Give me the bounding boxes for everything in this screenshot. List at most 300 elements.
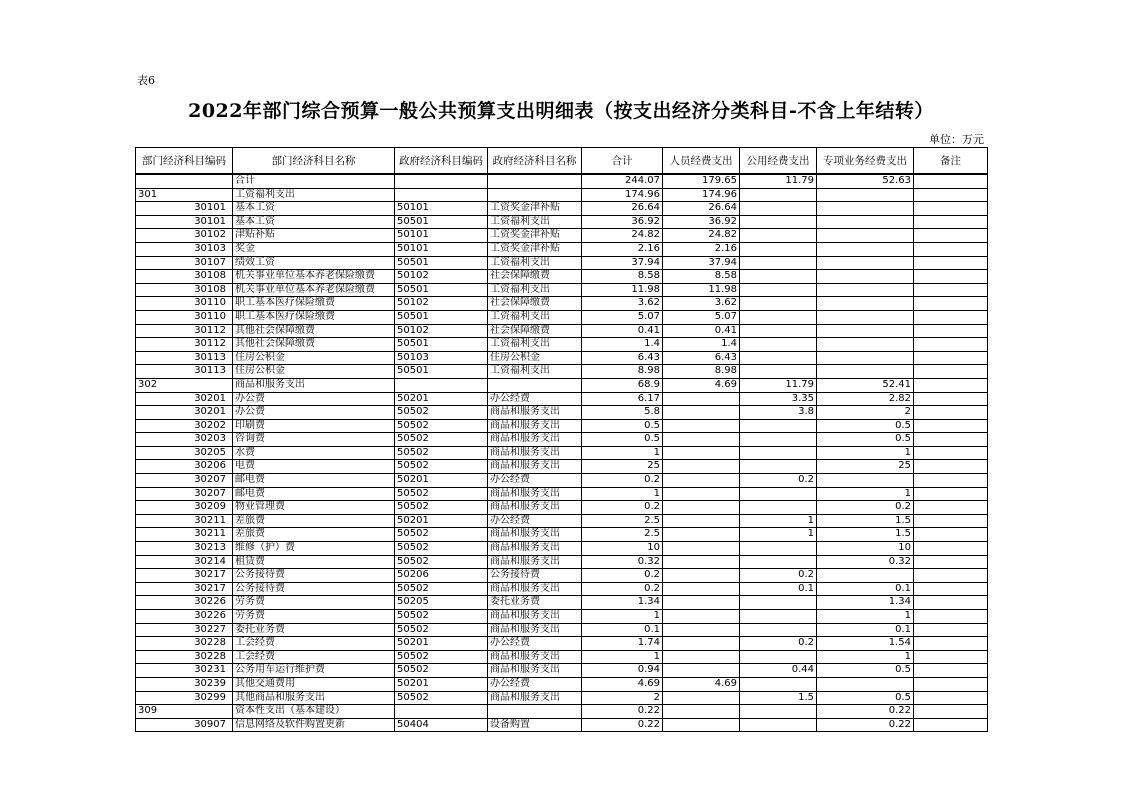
public-cell — [740, 188, 817, 202]
special-cell: 0.2 — [817, 501, 914, 515]
dept-name-cell: 住房公积金 — [233, 351, 395, 365]
dept-code-cell: 30201 — [136, 406, 233, 420]
dept-name-cell: 信息网络及软件购置更新 — [233, 718, 395, 732]
dept-name-cell: 邮电费 — [233, 474, 395, 488]
total-cell: 25 — [582, 460, 663, 474]
public-cell — [740, 283, 817, 297]
special-cell — [817, 324, 914, 338]
public-cell — [740, 242, 817, 256]
remarks-cell — [914, 637, 988, 651]
public-cell: 11.79 — [740, 174, 817, 188]
remarks-cell — [914, 487, 988, 501]
table-row — [136, 365, 988, 379]
gov-code-cell: 50206 — [395, 569, 488, 583]
gov-name-cell: 工资奖金津补贴 — [488, 229, 582, 243]
table-row — [136, 215, 988, 229]
total-cell: 3.62 — [582, 297, 663, 311]
gov-code-cell: 50201 — [395, 677, 488, 691]
dept-name-cell: 办公费 — [233, 406, 395, 420]
total-cell: 174.96 — [582, 188, 663, 202]
gov-name-cell: 工资福利支出 — [488, 283, 582, 297]
gov-name-cell: 社会保障缴费 — [488, 297, 582, 311]
col-header-gov-name: 政府经济科目名称 — [488, 148, 582, 175]
total-cell: 2 — [582, 691, 663, 705]
special-cell: 10 — [817, 542, 914, 556]
dept-code-cell: 30110 — [136, 297, 233, 311]
table-row — [136, 229, 988, 243]
gov-code-cell: 50101 — [395, 229, 488, 243]
gov-name-cell: 工资福利支出 — [488, 365, 582, 379]
total-cell: 10 — [582, 542, 663, 556]
public-cell — [740, 297, 817, 311]
gov-code-cell: 50501 — [395, 365, 488, 379]
gov-code-cell: 50502 — [395, 501, 488, 515]
page-title: 2022年部门综合预算一般公共预算支出明细表（按支出经济分类科目-不含上年结转） — [188, 100, 934, 122]
dept-code-cell: 30207 — [136, 487, 233, 501]
special-cell: 2 — [817, 406, 914, 420]
total-cell: 0.2 — [582, 501, 663, 515]
special-cell — [817, 351, 914, 365]
gov-code-cell: 50502 — [395, 542, 488, 556]
table-row — [136, 256, 988, 270]
remarks-cell — [914, 569, 988, 583]
total-cell: 1.74 — [582, 637, 663, 651]
table-row — [136, 242, 988, 256]
dept-code-cell: 30113 — [136, 365, 233, 379]
gov-code-cell — [395, 705, 488, 719]
gov-name-cell: 办公经费 — [488, 637, 582, 651]
public-cell — [740, 596, 817, 610]
dept-code-cell: 30112 — [136, 324, 233, 338]
dept-name-cell: 机关事业单位基本养老保险缴费 — [233, 270, 395, 284]
dept-name-cell: 咨询费 — [233, 433, 395, 447]
table-row — [136, 596, 988, 610]
special-cell: 2.82 — [817, 392, 914, 406]
special-cell — [817, 242, 914, 256]
dept-name-cell: 住房公积金 — [233, 365, 395, 379]
dept-code-cell: 30226 — [136, 610, 233, 624]
gov-name-cell: 工资奖金津补贴 — [488, 242, 582, 256]
remarks-cell — [914, 324, 988, 338]
gov-name-cell: 社会保障缴费 — [488, 324, 582, 338]
special-cell: 52.63 — [817, 174, 914, 188]
col-header-personnel: 人员经费支出 — [663, 148, 740, 175]
total-cell: 68.9 — [582, 378, 663, 392]
gov-name-cell — [488, 378, 582, 392]
public-cell — [740, 650, 817, 664]
gov-code-cell: 50502 — [395, 528, 488, 542]
col-header-gov-code: 政府经济科目编码 — [395, 148, 488, 175]
special-cell — [817, 677, 914, 691]
total-cell: 2.16 — [582, 242, 663, 256]
gov-name-cell: 商品和服务支出 — [488, 691, 582, 705]
public-cell — [740, 460, 817, 474]
dept-name-cell: 委托业务费 — [233, 623, 395, 637]
gov-code-cell: 50501 — [395, 256, 488, 270]
gov-code-cell: 50205 — [395, 596, 488, 610]
col-header-special: 专项业务经费支出 — [817, 148, 914, 175]
total-cell: 2.5 — [582, 514, 663, 528]
total-cell: 1 — [582, 610, 663, 624]
remarks-cell — [914, 174, 988, 188]
gov-name-cell: 工资奖金津补贴 — [488, 202, 582, 216]
dept-name-cell: 其他交通费用 — [233, 677, 395, 691]
dept-code-cell: 30299 — [136, 691, 233, 705]
public-cell — [740, 718, 817, 732]
total-cell: 0.5 — [582, 419, 663, 433]
public-cell — [740, 610, 817, 624]
personnel-cell — [663, 705, 740, 719]
personnel-cell: 37.94 — [663, 256, 740, 270]
dept-name-cell: 差旅费 — [233, 514, 395, 528]
public-cell — [740, 215, 817, 229]
gov-name-cell: 商品和服务支出 — [488, 487, 582, 501]
table-row — [136, 297, 988, 311]
personnel-cell — [663, 623, 740, 637]
dept-name-cell: 合计 — [233, 174, 395, 188]
dept-name-cell: 工资福利支出 — [233, 188, 395, 202]
personnel-cell — [663, 514, 740, 528]
table-row — [136, 610, 988, 624]
remarks-cell — [914, 229, 988, 243]
special-cell — [817, 365, 914, 379]
personnel-cell — [663, 637, 740, 651]
gov-code-cell — [395, 174, 488, 188]
total-cell: 8.58 — [582, 270, 663, 284]
dept-name-cell: 公务接待费 — [233, 569, 395, 583]
table-row — [136, 637, 988, 651]
dept-code-cell: 30108 — [136, 270, 233, 284]
dept-code-cell: 30102 — [136, 229, 233, 243]
total-cell: 36.92 — [582, 215, 663, 229]
dept-code-cell: 30217 — [136, 569, 233, 583]
table-body — [136, 174, 988, 732]
special-cell: 0.1 — [817, 582, 914, 596]
special-cell — [817, 229, 914, 243]
table-row — [136, 501, 988, 515]
table-row — [136, 691, 988, 705]
personnel-cell — [663, 582, 740, 596]
public-cell: 0.2 — [740, 474, 817, 488]
table-row — [136, 650, 988, 664]
table-row — [136, 351, 988, 365]
total-cell: 0.2 — [582, 582, 663, 596]
gov-name-cell: 委托业务费 — [488, 596, 582, 610]
dept-code-cell — [136, 174, 233, 188]
dept-code-cell: 30217 — [136, 582, 233, 596]
total-cell: 4.69 — [582, 677, 663, 691]
special-cell: 1.5 — [817, 528, 914, 542]
dept-code-cell: 30107 — [136, 256, 233, 270]
total-cell: 5.07 — [582, 310, 663, 324]
table-row — [136, 446, 988, 460]
special-cell — [817, 338, 914, 352]
table-header-row — [136, 148, 988, 175]
dept-code-cell: 30231 — [136, 664, 233, 678]
dept-code-cell: 30228 — [136, 650, 233, 664]
total-cell: 0.22 — [582, 705, 663, 719]
gov-code-cell: 50201 — [395, 637, 488, 651]
total-cell: 0.5 — [582, 433, 663, 447]
dept-code-cell: 301 — [136, 188, 233, 202]
dept-code-cell: 30108 — [136, 283, 233, 297]
remarks-cell — [914, 392, 988, 406]
personnel-cell — [663, 446, 740, 460]
gov-name-cell: 商品和服务支出 — [488, 419, 582, 433]
dept-code-cell: 30211 — [136, 514, 233, 528]
special-cell: 0.5 — [817, 664, 914, 678]
special-cell: 0.32 — [817, 555, 914, 569]
gov-name-cell: 设备购置 — [488, 718, 582, 732]
dept-name-cell: 公务用车运行维护费 — [233, 664, 395, 678]
public-cell — [740, 677, 817, 691]
remarks-cell — [914, 514, 988, 528]
personnel-cell: 2.16 — [663, 242, 740, 256]
dept-name-cell: 公务接待费 — [233, 582, 395, 596]
gov-name-cell: 商品和服务支出 — [488, 433, 582, 447]
gov-code-cell: 50502 — [395, 664, 488, 678]
personnel-cell — [663, 406, 740, 420]
gov-code-cell: 50102 — [395, 324, 488, 338]
dept-code-cell: 30907 — [136, 718, 233, 732]
remarks-cell — [914, 501, 988, 515]
public-cell: 0.2 — [740, 637, 817, 651]
table-row — [136, 338, 988, 352]
dept-code-cell: 30209 — [136, 501, 233, 515]
table-row — [136, 202, 988, 216]
personnel-cell — [663, 433, 740, 447]
budget-table — [135, 147, 988, 732]
remarks-cell — [914, 338, 988, 352]
remarks-cell — [914, 351, 988, 365]
total-cell: 1 — [582, 446, 663, 460]
total-cell: 0.94 — [582, 664, 663, 678]
table-row — [136, 406, 988, 420]
gov-name-cell: 商品和服务支出 — [488, 582, 582, 596]
remarks-cell — [914, 188, 988, 202]
table-row — [136, 528, 988, 542]
table-row — [136, 378, 988, 392]
dept-name-cell: 职工基本医疗保险缴费 — [233, 297, 395, 311]
gov-code-cell: 50501 — [395, 215, 488, 229]
gov-name-cell: 住房公积金 — [488, 351, 582, 365]
special-cell: 1.5 — [817, 514, 914, 528]
dept-code-cell: 30112 — [136, 338, 233, 352]
personnel-cell — [663, 596, 740, 610]
special-cell: 1 — [817, 610, 914, 624]
total-cell: 5.8 — [582, 406, 663, 420]
gov-name-cell: 商品和服务支出 — [488, 610, 582, 624]
gov-name-cell: 商品和服务支出 — [488, 501, 582, 515]
gov-name-cell — [488, 174, 582, 188]
personnel-cell: 24.82 — [663, 229, 740, 243]
special-cell — [817, 202, 914, 216]
gov-code-cell: 50502 — [395, 650, 488, 664]
gov-name-cell: 商品和服务支出 — [488, 446, 582, 460]
col-header-dept-name: 部门经济科目名称 — [233, 148, 395, 175]
personnel-cell — [663, 555, 740, 569]
dept-name-cell: 工会经费 — [233, 650, 395, 664]
gov-code-cell — [395, 378, 488, 392]
gov-name-cell: 商品和服务支出 — [488, 650, 582, 664]
gov-code-cell: 50502 — [395, 691, 488, 705]
personnel-cell: 5.07 — [663, 310, 740, 324]
gov-name-cell: 商品和服务支出 — [488, 406, 582, 420]
gov-name-cell — [488, 705, 582, 719]
remarks-cell — [914, 650, 988, 664]
table-row — [136, 555, 988, 569]
personnel-cell — [663, 487, 740, 501]
special-cell: 0.1 — [817, 623, 914, 637]
gov-code-cell: 50101 — [395, 242, 488, 256]
dept-code-cell: 30239 — [136, 677, 233, 691]
dept-name-cell: 津贴补贴 — [233, 229, 395, 243]
table-row — [136, 542, 988, 556]
remarks-cell — [914, 542, 988, 556]
total-cell: 1.4 — [582, 338, 663, 352]
dept-name-cell: 资本性支出（基本建设） — [233, 705, 395, 719]
special-cell — [817, 188, 914, 202]
remarks-cell — [914, 378, 988, 392]
remarks-cell — [914, 215, 988, 229]
remarks-cell — [914, 419, 988, 433]
remarks-cell — [914, 582, 988, 596]
dept-name-cell: 机关事业单位基本养老保险缴费 — [233, 283, 395, 297]
special-cell: 0.5 — [817, 691, 914, 705]
public-cell: 3.8 — [740, 406, 817, 420]
public-cell — [740, 351, 817, 365]
col-header-total: 合计 — [582, 148, 663, 175]
dept-code-cell: 30206 — [136, 460, 233, 474]
special-cell — [817, 310, 914, 324]
col-header-public: 公用经费支出 — [740, 148, 817, 175]
remarks-cell — [914, 664, 988, 678]
gov-code-cell: 50201 — [395, 474, 488, 488]
public-cell — [740, 487, 817, 501]
dept-name-cell: 奖金 — [233, 242, 395, 256]
special-cell: 52.41 — [817, 378, 914, 392]
total-cell: 0.2 — [582, 474, 663, 488]
dept-code-cell: 30207 — [136, 474, 233, 488]
personnel-cell: 1.4 — [663, 338, 740, 352]
gov-code-cell: 50502 — [395, 623, 488, 637]
gov-name-cell: 办公经费 — [488, 392, 582, 406]
gov-code-cell: 50501 — [395, 338, 488, 352]
table-row — [136, 392, 988, 406]
dept-code-cell: 30228 — [136, 637, 233, 651]
total-cell: 6.17 — [582, 392, 663, 406]
remarks-cell — [914, 460, 988, 474]
dept-name-cell: 维修（护）费 — [233, 542, 395, 556]
total-cell: 1 — [582, 487, 663, 501]
remarks-cell — [914, 433, 988, 447]
special-cell — [817, 569, 914, 583]
table-row — [136, 188, 988, 202]
gov-code-cell: 50501 — [395, 310, 488, 324]
public-cell — [740, 338, 817, 352]
remarks-cell — [914, 623, 988, 637]
personnel-cell — [663, 419, 740, 433]
dept-code-cell: 309 — [136, 705, 233, 719]
dept-code-cell: 30113 — [136, 351, 233, 365]
total-cell: 0.2 — [582, 569, 663, 583]
gov-code-cell: 50502 — [395, 555, 488, 569]
remarks-cell — [914, 406, 988, 420]
table-row — [136, 460, 988, 474]
dept-name-cell: 基本工资 — [233, 202, 395, 216]
special-cell — [817, 215, 914, 229]
gov-name-cell: 商品和服务支出 — [488, 623, 582, 637]
table-row — [136, 474, 988, 488]
unit-label: 单位：万元 — [929, 133, 984, 146]
public-cell — [740, 446, 817, 460]
special-cell — [817, 297, 914, 311]
remarks-cell — [914, 610, 988, 624]
personnel-cell: 4.69 — [663, 378, 740, 392]
gov-code-cell: 50404 — [395, 718, 488, 732]
remarks-cell — [914, 256, 988, 270]
gov-name-cell: 办公经费 — [488, 677, 582, 691]
gov-code-cell: 50502 — [395, 610, 488, 624]
gov-code-cell: 50502 — [395, 460, 488, 474]
special-cell: 1.34 — [817, 596, 914, 610]
public-cell — [740, 555, 817, 569]
col-header-dept-code: 部门经济科目编码 — [136, 148, 233, 175]
gov-code-cell: 50201 — [395, 392, 488, 406]
public-cell: 3.35 — [740, 392, 817, 406]
gov-name-cell: 办公经费 — [488, 514, 582, 528]
personnel-cell — [663, 691, 740, 705]
special-cell: 25 — [817, 460, 914, 474]
table-row — [136, 569, 988, 583]
personnel-cell: 3.62 — [663, 297, 740, 311]
public-cell: 1.5 — [740, 691, 817, 705]
personnel-cell: 8.58 — [663, 270, 740, 284]
dept-code-cell: 30213 — [136, 542, 233, 556]
personnel-cell — [663, 610, 740, 624]
dept-code-cell: 30227 — [136, 623, 233, 637]
public-cell — [740, 365, 817, 379]
total-cell: 1.34 — [582, 596, 663, 610]
gov-code-cell: 50502 — [395, 446, 488, 460]
table-label: 表6 — [137, 74, 155, 87]
total-cell: 37.94 — [582, 256, 663, 270]
dept-code-cell: 30211 — [136, 528, 233, 542]
gov-name-cell: 社会保障缴费 — [488, 270, 582, 284]
table-row — [136, 324, 988, 338]
personnel-cell: 174.96 — [663, 188, 740, 202]
dept-code-cell: 30101 — [136, 202, 233, 216]
personnel-cell: 36.92 — [663, 215, 740, 229]
public-cell: 0.1 — [740, 582, 817, 596]
table-row — [136, 487, 988, 501]
personnel-cell — [663, 460, 740, 474]
dept-name-cell: 职工基本医疗保险缴费 — [233, 310, 395, 324]
gov-name-cell: 商品和服务支出 — [488, 460, 582, 474]
special-cell: 0.22 — [817, 705, 914, 719]
dept-name-cell: 其他社会保障缴费 — [233, 338, 395, 352]
dept-code-cell: 30103 — [136, 242, 233, 256]
dept-name-cell: 绩效工资 — [233, 256, 395, 270]
table-row — [136, 433, 988, 447]
gov-name-cell — [488, 188, 582, 202]
table-row — [136, 310, 988, 324]
special-cell: 1 — [817, 487, 914, 501]
gov-name-cell: 商品和服务支出 — [488, 528, 582, 542]
gov-code-cell: 50201 — [395, 514, 488, 528]
public-cell — [740, 270, 817, 284]
table-row — [136, 419, 988, 433]
